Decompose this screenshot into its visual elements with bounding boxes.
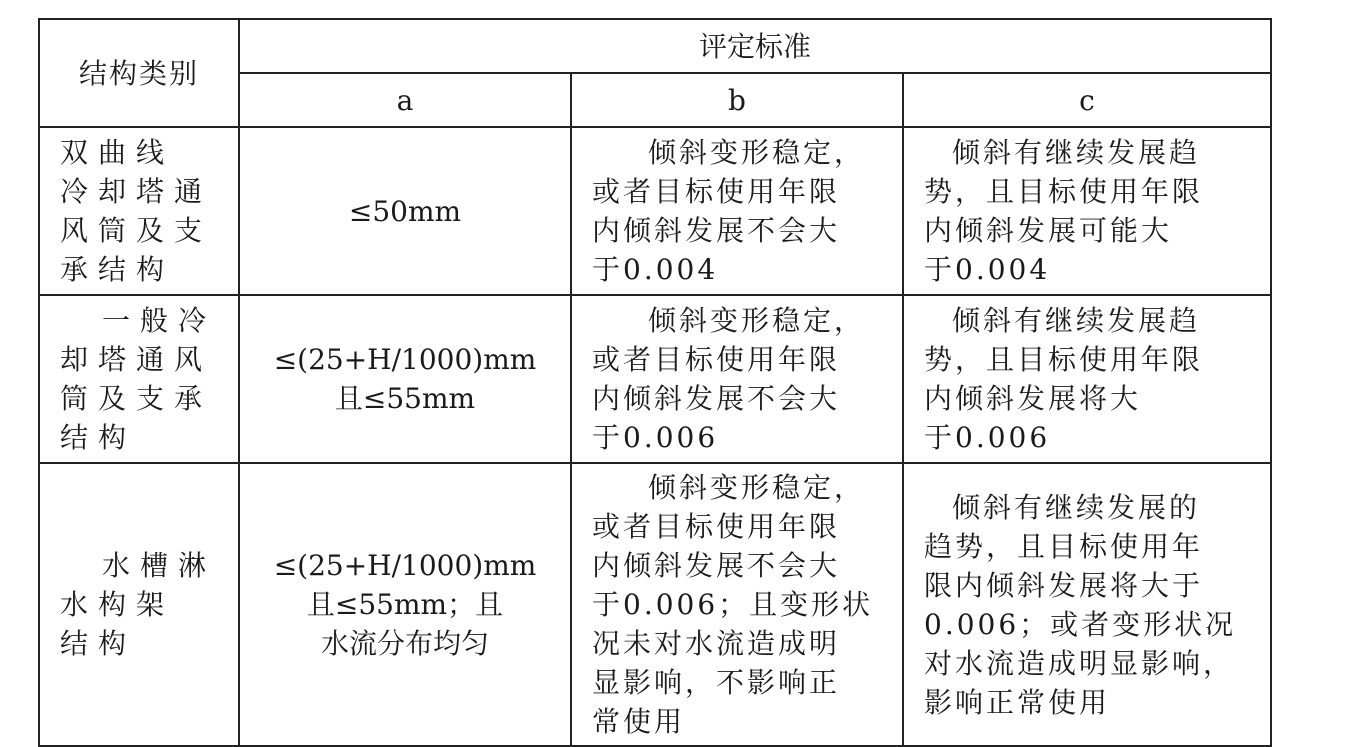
grade-b-cell: 倾斜变形稳定， 或者目标使用年限 内倾斜发展不会大 于0.004 [571, 127, 903, 295]
grade-b-cell: 倾斜变形稳定， 或者目标使用年限 内倾斜发展不会大 于0.006；且变形状 况未对水流造成明 显影响，不影响正 常使用 [571, 463, 903, 746]
table-row [39, 127, 1271, 295]
grade-b-cell: 倾斜变形稳定， 或者目标使用年限 内倾斜发展不会大 于0.006 [571, 295, 903, 463]
rating-standard-table [38, 18, 1272, 747]
grade-b-header: b [571, 73, 903, 127]
structure-category-cell: 一般冷 却塔通风 筒及支承 结构 [39, 295, 239, 463]
grade-c-cell: 倾斜有继续发展的 趋势，且目标使用年 限内倾斜发展将大于 0.006；或者变形状况 对水流造成明显影响， 影响正常使用 [903, 463, 1271, 746]
structure-category-cell: 双曲线 冷却塔通 风筒及支 承结构 [39, 127, 239, 295]
grade-c-cell: 倾斜有继续发展趋 势，且目标使用年限 内倾斜发展可能大 于0.004 [903, 127, 1271, 295]
grade-c-header: c [903, 73, 1271, 127]
grade-a-cell: ≤50mm [239, 127, 571, 295]
table-row [39, 295, 1271, 463]
table-row [39, 463, 1271, 746]
grade-a-cell: ≤(25+H/1000)mm 且≤55mm；且 水流分布均匀 [239, 463, 571, 746]
header-row-1 [39, 19, 1271, 73]
rating-standard-header: 评定标准 [239, 19, 1271, 73]
structure-category-header: 结构类别 [39, 19, 239, 127]
grade-a-cell: ≤(25+H/1000)mm 且≤55mm [239, 295, 571, 463]
grade-c-cell: 倾斜有继续发展趋 势，且目标使用年限 内倾斜发展将大 于0.006 [903, 295, 1271, 463]
structure-category-cell: 水槽淋 水构架 结构 [39, 463, 239, 746]
grade-a-header: a [239, 73, 571, 127]
